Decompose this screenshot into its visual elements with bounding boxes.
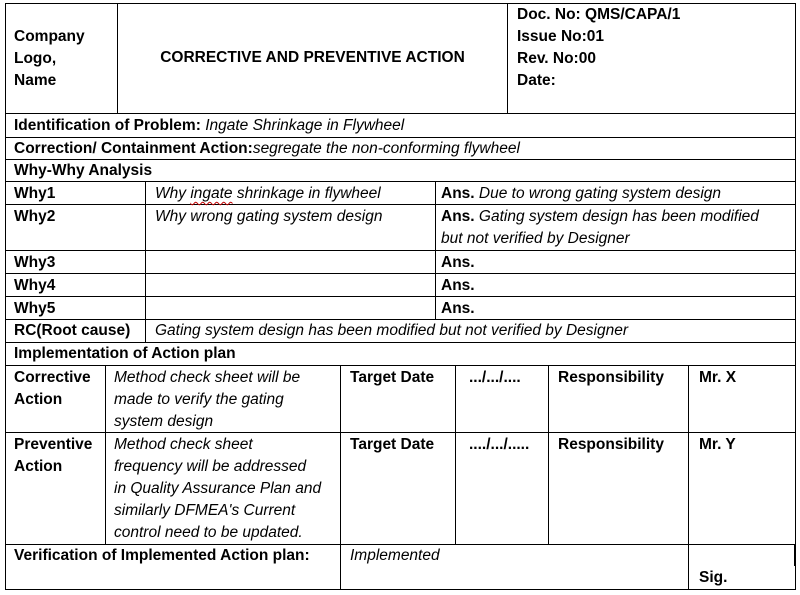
ans-value: Due to wrong gating system design [478,185,722,202]
why-question-part: shrinkage in flywheel [232,185,381,202]
why-why-heading: Why-Why Analysis [14,162,153,179]
divider [5,113,796,114]
correction-value: segregate the non-conforming flywheel [252,140,520,157]
spellcheck-flagged-word: ingate [190,185,233,202]
divider [455,365,456,544]
why-label: Why1 [14,185,56,202]
company-logo-line: Logo, [14,50,57,67]
responsibility-value: Mr. X [699,369,737,386]
why-question: Why wrong gating system design [155,208,383,225]
why-label: Why5 [14,300,56,317]
ans-value-continued: but not verified by Designer [441,230,630,247]
company-logo-line: Name [14,72,57,89]
corrective-text-line: system design [114,413,214,430]
divider [340,365,341,590]
divider [435,181,436,319]
divider [5,296,796,297]
preventive-label: Action [14,458,63,475]
corrective-text-line: made to verify the gating [114,391,284,408]
target-date-label: Target Date [350,369,435,386]
correction-row [14,138,520,160]
ans-label: Ans. [441,277,475,294]
company-logo-line: Company [14,28,85,45]
corrective-label: Corrective [14,369,91,386]
identification-label: Identification of Problem: [14,117,201,134]
capa-form [5,3,796,590]
divider [507,3,508,113]
verification-value: Implemented [350,547,440,564]
ans-label: Ans. [441,208,475,225]
ans-value: Gating system design has been modified [478,208,759,225]
divider [5,250,796,251]
border-bottom [5,589,796,590]
why-answer [441,206,759,228]
responsibility-value: Mr. Y [699,436,736,453]
responsibility-label: Responsibility [558,436,664,453]
correction-label: Correction/ Containment Action: [14,140,253,157]
issue-number: Issue No:01 [517,28,605,45]
why-label: Why3 [14,254,56,271]
corrective-label: Action [14,391,63,408]
root-cause-label: RC(Root cause) [14,322,131,339]
preventive-text-line: Method check sheet [114,436,253,453]
implementation-heading: Implementation of Action plan [14,345,236,362]
target-date-label: Target Date [350,436,435,453]
root-cause-value: Gating system design has been modified but not verified by Designer [155,322,629,339]
responsibility-label: Responsibility [558,369,664,386]
divider [688,365,689,590]
identification-value: Ingate Shrinkage in Flywheel [205,117,405,134]
target-date-value: ..../.../..... [469,436,530,453]
divider [145,319,146,342]
why-question [155,183,381,205]
ans-label: Ans. [441,185,475,202]
why-answer [441,183,721,205]
divider [5,365,796,366]
verification-label: Verification of Implemented Action plan: [14,547,310,564]
date-label: Date: [517,72,556,89]
identification-row [14,115,404,137]
preventive-label: Preventive [14,436,93,453]
divider [5,273,796,274]
revision-number: Rev. No:00 [517,50,596,67]
divider [105,365,106,544]
target-date-value: .../.../.... [469,369,521,386]
ans-label: Ans. [441,300,475,317]
corrective-text-line: Method check sheet will be [114,369,301,386]
preventive-text-line: frequency will be addressed [114,458,307,475]
divider [548,365,549,544]
signature-label: Sig. [699,569,728,586]
doc-number: Doc. No: QMS/CAPA/1 [517,6,681,23]
why-label: Why4 [14,277,56,294]
why-label: Why2 [14,208,56,225]
preventive-text-line: in Quality Assurance Plan and [114,480,322,497]
form-title: CORRECTIVE AND PREVENTIVE ACTION [160,49,465,66]
preventive-text-line: similarly DFMEA's Current [114,502,296,519]
preventive-text-line: control need to be updated. [114,524,303,541]
text-cursor [794,544,796,566]
divider [145,181,146,319]
why-question-part: Why [155,185,191,202]
ans-label: Ans. [441,254,475,271]
